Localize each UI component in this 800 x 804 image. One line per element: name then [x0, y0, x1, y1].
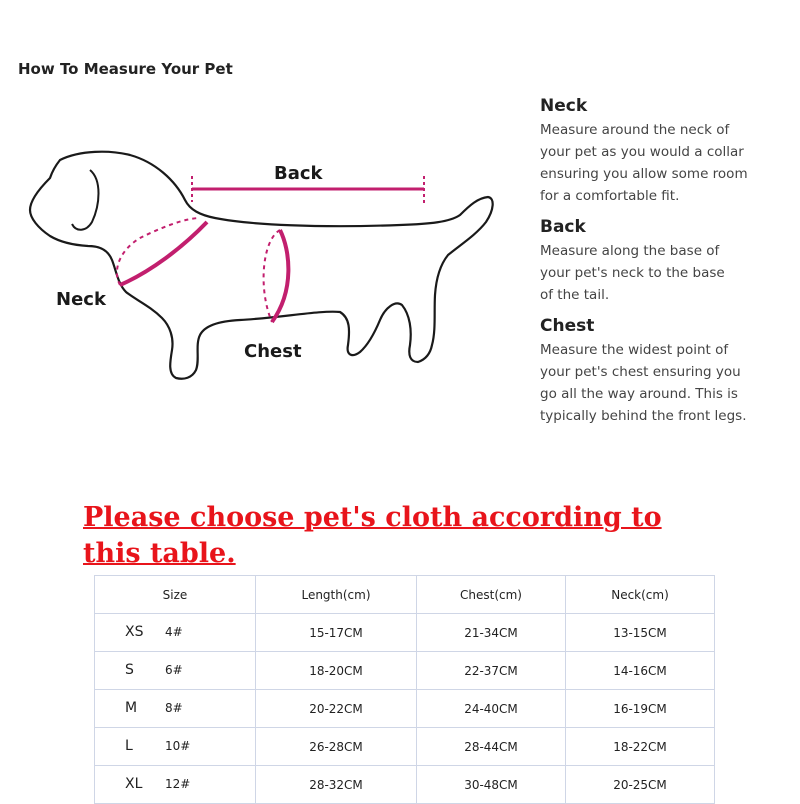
size-table-notice	[83, 500, 773, 572]
column-header-size: Size	[95, 576, 256, 614]
neck-label: Neck	[56, 289, 106, 310]
info-heading: Back	[540, 217, 586, 237]
info-line: Measure around the neck of	[540, 122, 730, 138]
table-row	[95, 614, 715, 652]
neck-instructions	[540, 96, 790, 207]
size-number: 4#	[165, 625, 183, 639]
neck-cell: 18-22CM	[566, 728, 715, 766]
size-cell	[95, 766, 256, 804]
size-number: 12#	[165, 777, 191, 791]
info-line: your pet's neck to the base	[540, 265, 725, 281]
chest-label: Chest	[244, 341, 302, 362]
neck-cell: 13-15CM	[566, 614, 715, 652]
size-letter: XL	[125, 776, 143, 792]
size-cell	[95, 614, 256, 652]
length-cell: 26-28CM	[256, 728, 417, 766]
back-instructions	[540, 217, 790, 306]
info-line: typically behind the front legs.	[540, 408, 747, 424]
chest-cell: 30-48CM	[417, 766, 566, 804]
length-cell: 28-32CM	[256, 766, 417, 804]
size-cell	[95, 652, 256, 690]
size-cell	[95, 728, 256, 766]
size-number: 8#	[165, 701, 183, 715]
info-line: your pet's chest ensuring you	[540, 364, 741, 380]
size-letter: XS	[125, 624, 144, 640]
info-heading: Neck	[540, 96, 588, 116]
table-row	[95, 766, 715, 804]
info-line: Measure along the base of	[540, 243, 720, 259]
back-label: Back	[274, 163, 323, 184]
measurement-instructions	[540, 96, 790, 437]
chest-cell: 21-34CM	[417, 614, 566, 652]
size-number: 6#	[165, 663, 183, 677]
neck-measure-line	[120, 222, 207, 285]
dog-measurement-diagram	[0, 120, 530, 420]
chest-cell: 24-40CM	[417, 690, 566, 728]
info-line: your pet as you would a collar	[540, 144, 744, 160]
column-header-chest: Chest(cm)	[417, 576, 566, 614]
table-header-row	[95, 576, 715, 614]
column-header-neck: Neck(cm)	[566, 576, 715, 614]
info-line: go all the way around. This is	[540, 386, 738, 402]
chest-cell: 22-37CM	[417, 652, 566, 690]
table-row	[95, 652, 715, 690]
size-letter: M	[125, 700, 138, 716]
info-line: for a comfortable fit.	[540, 188, 680, 204]
notice-line: Please choose pet's cloth according to	[83, 502, 662, 533]
size-letter: S	[125, 662, 134, 678]
size-chart-table	[94, 575, 715, 804]
size-letter: L	[125, 738, 133, 754]
info-line: Measure the widest point of	[540, 342, 729, 358]
neck-cell: 20-25CM	[566, 766, 715, 804]
info-heading: Chest	[540, 316, 595, 336]
table-row	[95, 728, 715, 766]
length-cell: 15-17CM	[256, 614, 417, 652]
column-header-length: Length(cm)	[256, 576, 417, 614]
info-line: of the tail.	[540, 287, 610, 303]
length-cell: 18-20CM	[256, 652, 417, 690]
chest-measure-line	[272, 230, 288, 322]
dog-ear	[72, 170, 99, 230]
length-cell: 20-22CM	[256, 690, 417, 728]
neck-cell: 16-19CM	[566, 690, 715, 728]
neck-cell: 14-16CM	[566, 652, 715, 690]
table-row	[95, 690, 715, 728]
size-cell	[95, 690, 256, 728]
chest-cell: 28-44CM	[417, 728, 566, 766]
page-title: How To Measure Your Pet	[18, 60, 233, 78]
chest-instructions	[540, 316, 790, 427]
info-line: ensuring you allow some room	[540, 166, 748, 182]
notice-line: this table.	[83, 538, 236, 569]
size-number: 10#	[165, 739, 191, 753]
